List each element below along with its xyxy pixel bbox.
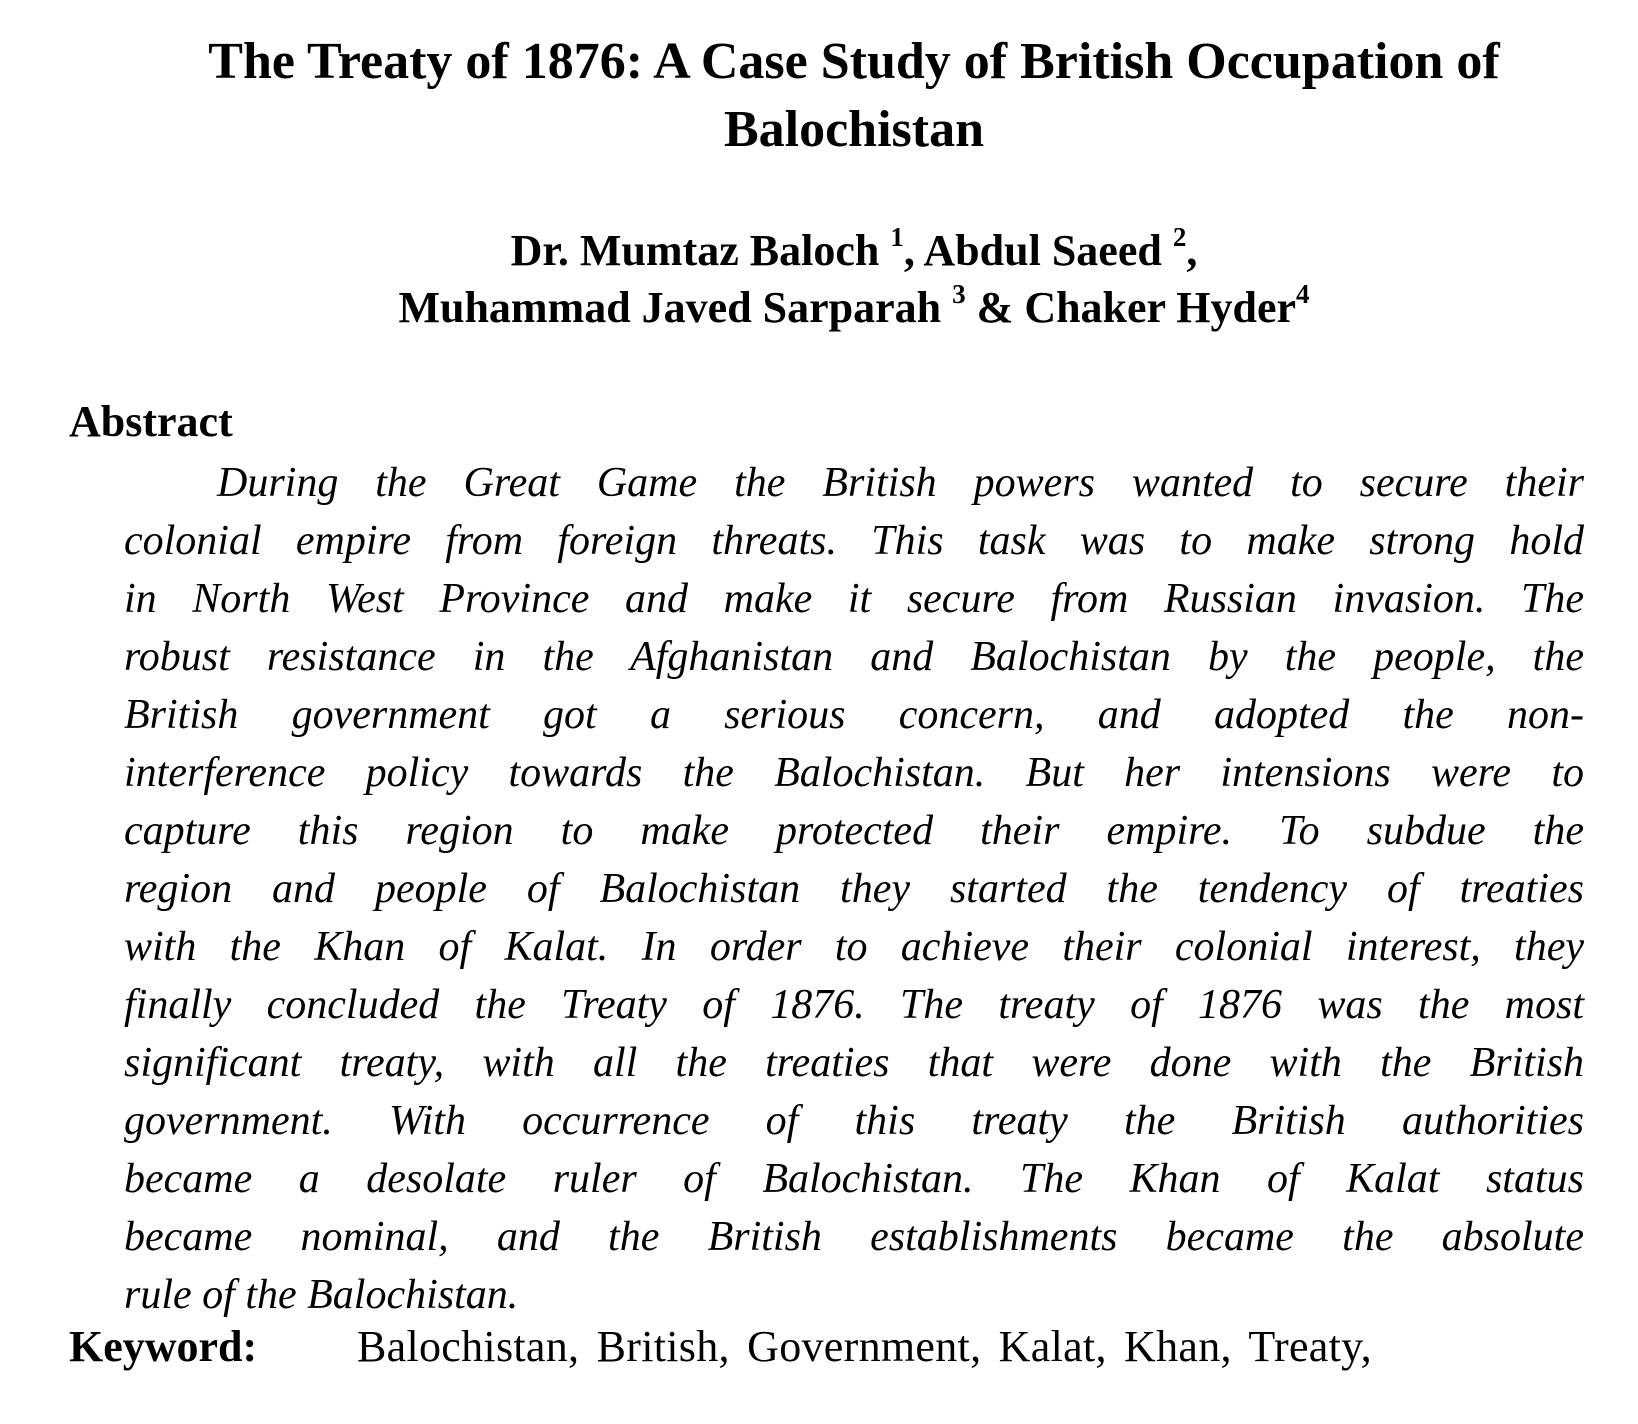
author-line-2	[60, 279, 1638, 336]
keywords-section	[69, 1318, 1529, 1376]
abstract-line: with the Khan of Kalat. In order to achieve their colonial interest, they	[124, 924, 1584, 970]
abstract-line: became nominal, and the British establishments became the absolute	[124, 1214, 1584, 1260]
abstract-line: became a desolate ruler of Balochistan. The Khan of Kalat status	[124, 1156, 1584, 1202]
abstract-line: finally concluded the Treaty of 1876. The treaty of 1876 was the most	[124, 982, 1584, 1028]
paper-title-line-2: Balochistan	[723, 101, 985, 158]
author-list	[60, 222, 1638, 336]
keywords-list: Balochistan, British, Government, Kalat, Khan, Treaty,	[357, 1322, 1372, 1371]
abstract-line: colonial empire from foreign threats. This task was to make strong hold	[124, 518, 1584, 564]
author-name-2: Abdul Saeed	[923, 226, 1173, 275]
abstract-line: rule of the Balochistan.	[124, 1272, 519, 1318]
author-name-4: Chaker Hyder	[1024, 283, 1297, 332]
abstract-line: interference policy towards the Balochistan. But her intensions were to	[124, 750, 1584, 796]
author-name-3: Muhammad Javed Sarparah	[398, 283, 953, 332]
paper-title-line-1: The Treaty of 1876: A Case Study of British Occupation of	[208, 33, 1500, 90]
abstract-line: British government got a serious concern, and adopted the non-	[124, 692, 1584, 738]
abstract-line: region and people of Balochistan they started the tendency of treaties	[124, 866, 1584, 912]
author-affiliation-1: 1	[890, 222, 904, 253]
author-affiliation-2: 2	[1172, 222, 1187, 253]
abstract-heading: Abstract	[69, 397, 233, 446]
author-separator-3: &	[965, 283, 1025, 332]
author-affiliation-4: 4	[1296, 279, 1310, 310]
author-separator-1: ,	[903, 226, 924, 275]
author-line-1	[60, 222, 1638, 279]
abstract-line: During the Great Game the British powers wanted to secure their	[217, 460, 1584, 506]
author-name-1: Dr. Mumtaz Baloch	[510, 226, 891, 275]
abstract-line: capture this region to make protected their empire. To subdue the	[124, 808, 1584, 854]
keywords-label: Keyword:	[69, 1322, 258, 1371]
author-affiliation-3: 3	[952, 279, 966, 310]
abstract-line: government. With occurrence of this treaty the British authorities	[124, 1098, 1584, 1144]
abstract-line: robust resistance in the Afghanistan and Balochistan by the people, the	[124, 634, 1584, 680]
author-separator-2: ,	[1186, 226, 1198, 275]
paper-title	[60, 28, 1638, 164]
abstract-line: significant treaty, with all the treaties that were done with the British	[124, 1040, 1584, 1086]
abstract-line: in North West Province and make it secure from Russian invasion. The	[124, 576, 1584, 622]
abstract-body	[124, 454, 1584, 1324]
